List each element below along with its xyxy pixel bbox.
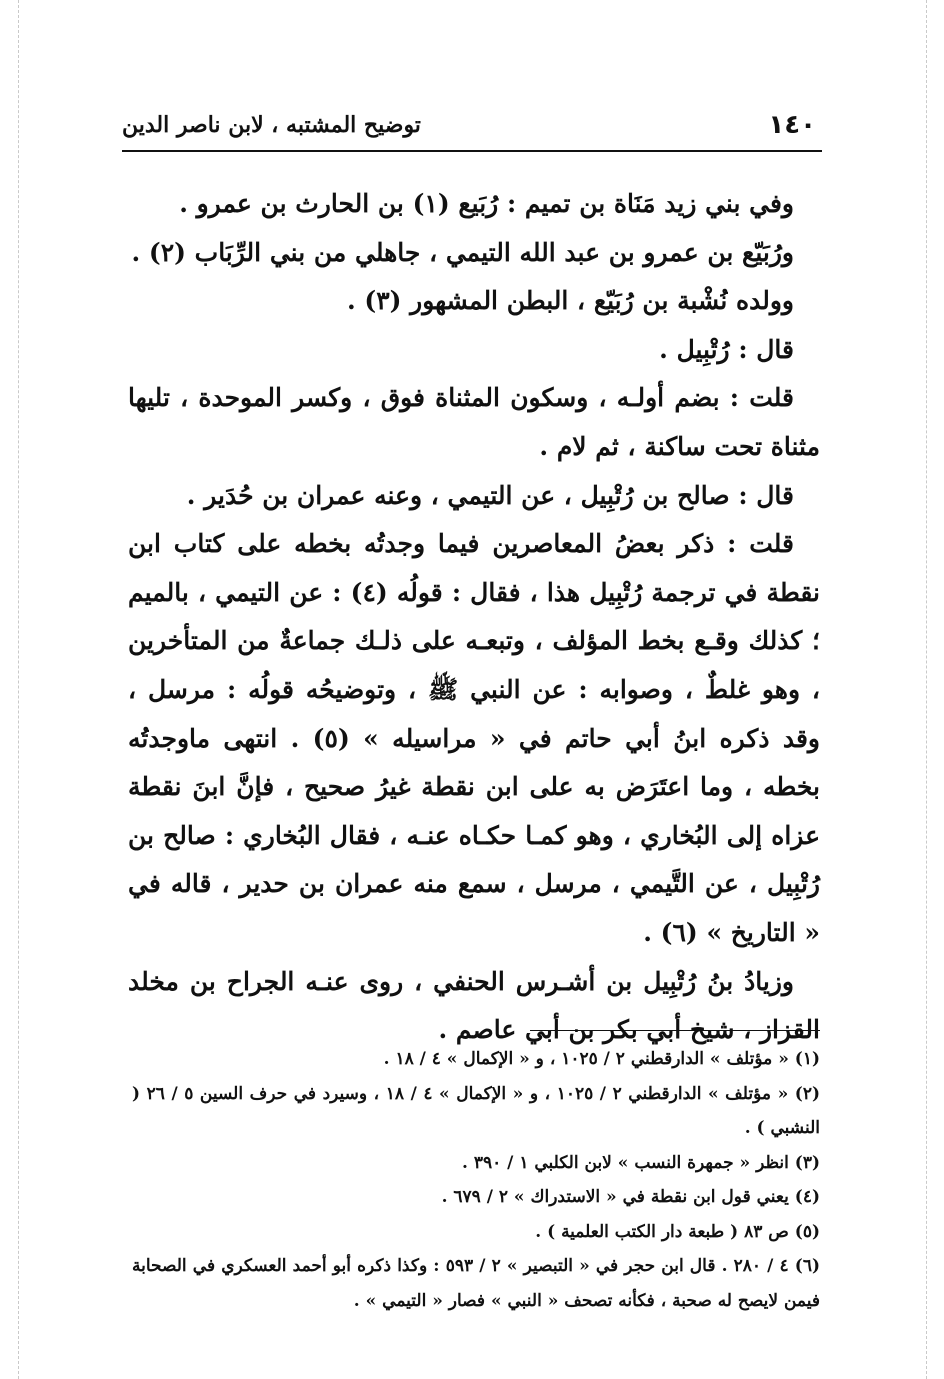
paragraph: ورُبَيّع بن عمرو بن عبد الله التيمي ، جاهلي من بني الرِّبَاب (٢) . [131,237,794,267]
running-title: توضيح المشتبه ، لابن ناصر الدين [122,112,421,138]
footnote-separator [530,1030,820,1031]
paragraph: قال : صالح بن رُتْبِيل ، عن التيمي ، وعنه عمران بن حُدَير . [186,480,794,510]
scan-dotted-line-left [18,0,19,1379]
main-text [128,180,820,1055]
paragraph: قال : رُتْبِيل . [659,334,794,364]
footnote: (٣) انظر « جمهرة النسب » لابن الكلبي ١ / ٣٩٠ . [462,1152,820,1173]
paragraph: وولده نُشْبة بن رُبَيّع ، البطن المشهور (٣) . [346,286,794,316]
scan-dotted-line-right [926,0,927,1379]
footnote: (٢) « مؤتلف » الدارقطني ٢ / ١٠٢٥ ، و « الإكمال » ٤ / ١٨ ، وسيرد في حرف السين ٥ / ٢٦ ( النشبي ) . [132,1083,821,1138]
footnote: (٦) ٤ / ٢٨٠ . قال ابن حجر في « التبصير » ٢ / ٥٩٣ : وكذا ذكره أبو أحمد العسكري في الصحابة فيمن لايصح له صحبة ، فكأنه تصحف « النبي » فصار « التيمي » . [132,1256,821,1311]
footnote: (٥) ص ٨٣ ( طبعة دار الكتب العلمية ) . [535,1221,820,1242]
paragraph: وفي بني زيد مَنَاة بن تميم : رُبَيع (١) بن الحارث بن عمرو . [179,189,794,218]
footnote: (١) « مؤتلف » الدارقطني ٢ / ١٠٢٥ ، و « الإكمال » ٤ / ١٨ . [383,1049,820,1069]
paragraph: وزيادُ بنُ رُتْبِيل بن أشـرس الحنفي ، روى عنـه الجراح بن مخلد القزاز ، شيخ أبي بكر بن أبي عاصم . [128,966,820,1045]
paragraph: قلت : بضم أولـه ، وسكون المثناة فوق ، وكسر الموحدة ، تليها مثناة تحت ساكنة ، ثم لام . [128,383,820,461]
page-number: ١٤٠ [768,110,816,140]
page-header [122,100,822,148]
footnote: (٤) يعني قول ابن نقطة في « الاستدراك » ٢ / ٦٧٩ . [441,1187,820,1207]
paragraph: قلت : ذكر بعضُ المعاصرين فيما وجدتُه بخطه على كتاب ابن نقطة في ترجمة رُتْبِيل هذا ، فقال : قولُه (٤) : عن التيمي ، بالميم ؛ كذلك وقـع بخط المؤلف ، وتبعـه على ذلـك جماعةٌ من المتأخرين ، وهو غلطٌ ، وصوابه : عن النبي ﷺ ، وتوضيحُه قولُه : مرسل ، وقد ذكره ابنُ أبي حاتم في « مراسيله » (٥) . انتهى ماوجدتُه بخطه ، وما اعتَرَض به على ابن نقطة غيرُ صحيح ، فإنَّ ابنَ نقطة عزاه إلى البُخاري ، وهو كمـا حكـاه عنـه ، فقال البُخاري : صالح بن رُتْبِيل ، عن التَّيمي ، مرسل ، سمع منه عمران بن حدير ، قاله في « التاريخ » (٦) . [128,529,820,947]
header-rule [122,150,822,152]
footnotes [132,1042,820,1318]
